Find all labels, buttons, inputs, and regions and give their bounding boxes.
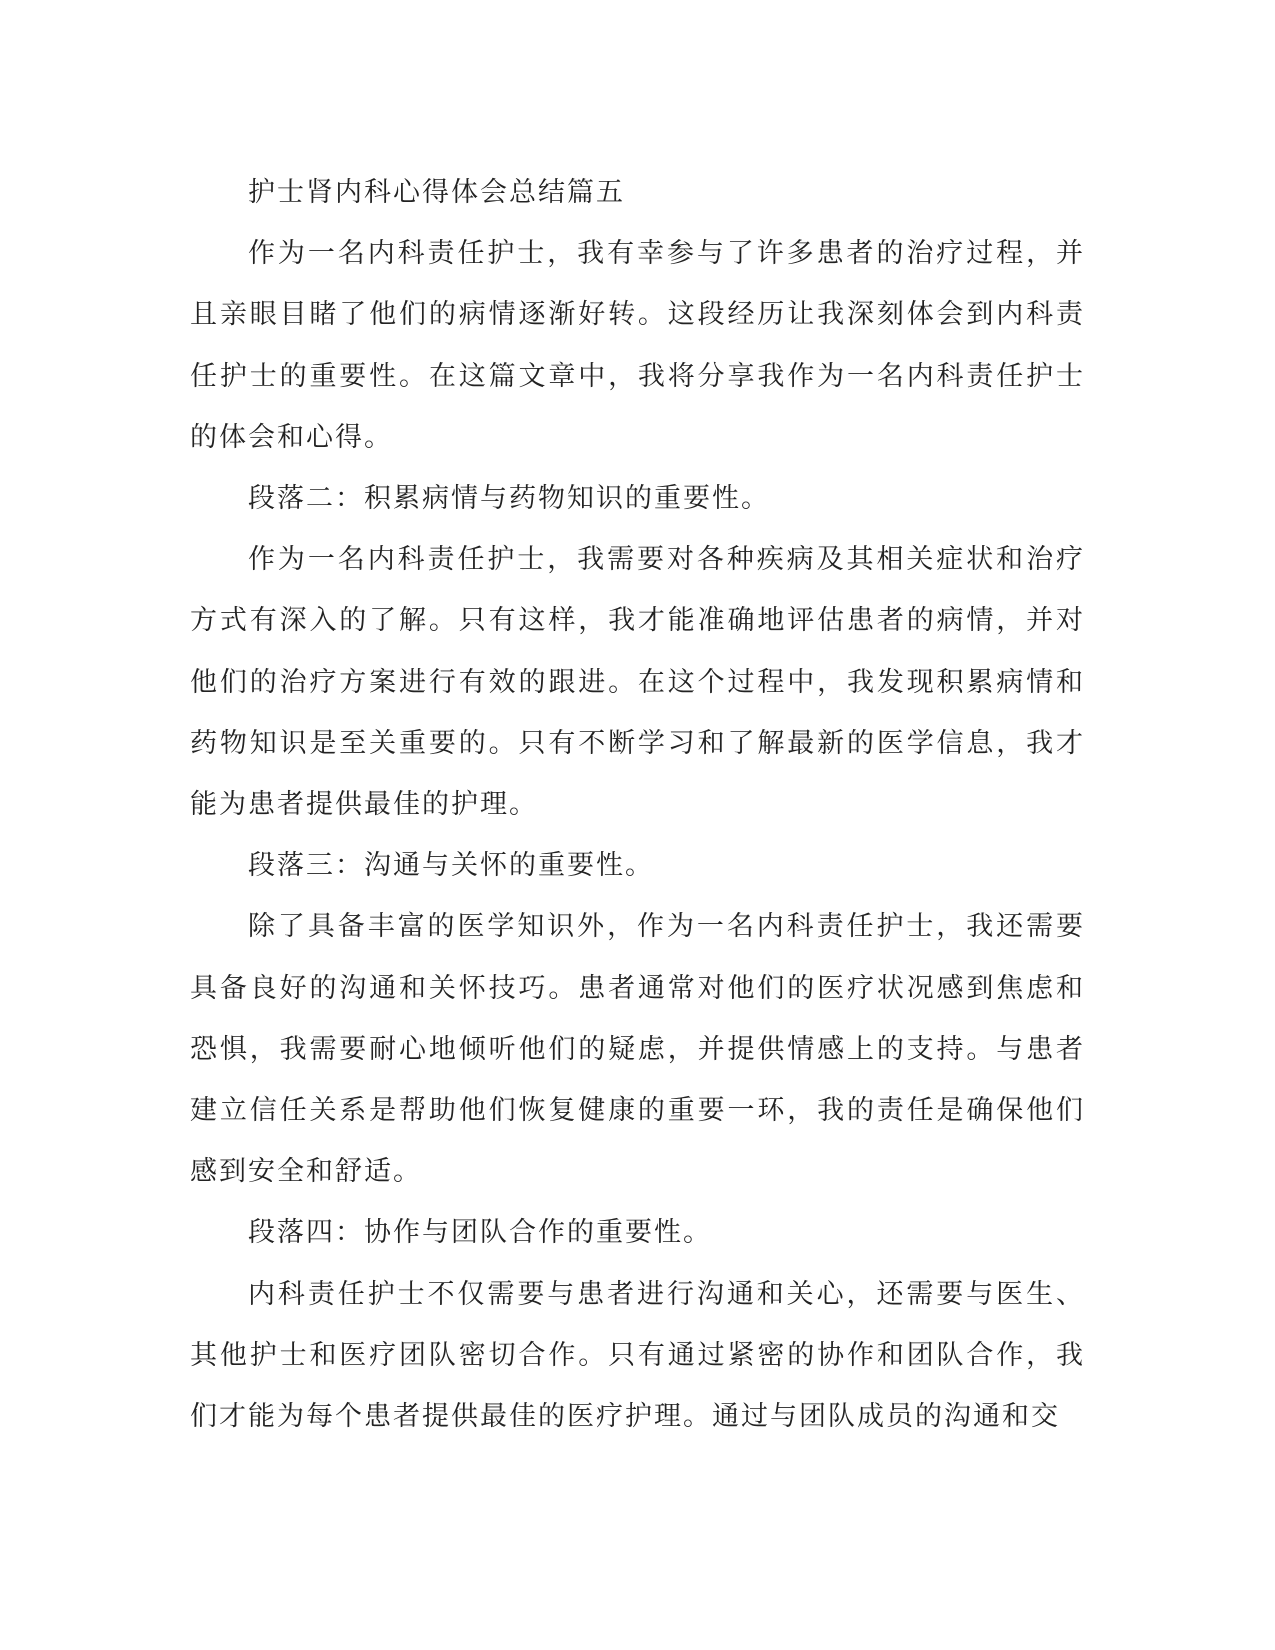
section-heading-3: 段落三：沟通与关怀的重要性。 [248,850,654,882]
section-heading-2: 段落二：积累病情与药物知识的重要性。 [248,483,770,515]
document-page [190,162,1085,1447]
section-heading-4: 段落四：协作与团队合作的重要性。 [248,1217,712,1249]
paragraph-knowledge: 作为一名内科责任护士，我需要对各种疾病及其相关症状和治疗方式有深入的了解。只有这样，我才能准确地评估患者的病情，并对他们的治疗方案进行有效的跟进。在这个过程中，我发现积累病情和药物知识是至关重要的。只有不断学习和了解最新的医学信息，我才能为患者提供最佳的护理。 [190,544,1085,821]
paragraph-intro: 作为一名内科责任护士，我有幸参与了许多患者的治疗过程，并且亲眼目睹了他们的病情逐渐好转。这段经历让我深刻体会到内科责任护士的重要性。在这篇文章中，我将分享我作为一名内科责任护士的体会和心得。 [190,238,1085,453]
paragraph-communication: 除了具备丰富的医学知识外，作为一名内科责任护士，我还需要具备良好的沟通和关怀技巧。患者通常对他们的医疗状况感到焦虑和恐惧，我需要耐心地倾听他们的疑虑，并提供情感上的支持。与患者建立信任关系是帮助他们恢复健康的重要一环，我的责任是确保他们感到安全和舒适。 [190,911,1085,1188]
paragraph-teamwork: 内科责任护士不仅需要与患者进行沟通和关心，还需要与医生、其他护士和医疗团队密切合作。只有通过紧密的协作和团队合作，我们才能为每个患者提供最佳的医疗护理。通过与团队成员的沟通和交 [190,1278,1085,1433]
document-title: 护士肾内科心得体会总结篇五 [248,177,625,208]
